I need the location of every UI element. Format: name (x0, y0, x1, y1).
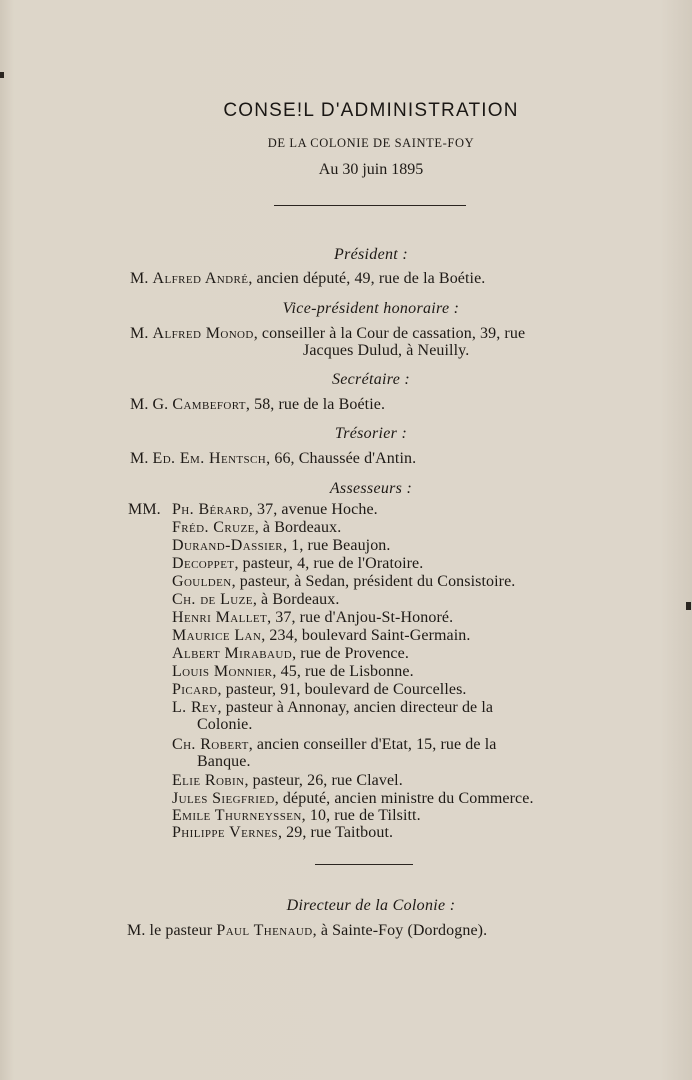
treasurer-entry (130, 450, 416, 468)
assessor-name: Ch. de Luze (172, 591, 253, 608)
assessor-name: Maurice Lan (172, 627, 262, 644)
assessor-entry (172, 591, 339, 609)
document-subtitle: DE LA COLONIE DE SAINTE-FOY (267, 136, 475, 150)
assessor-details: , pasteur, 91, boulevard de Courcelles. (217, 681, 467, 698)
assessor-name: Emile Thurneyssen (172, 807, 302, 824)
assessor-details: , pasteur, 4, rue de l'Oratoire. (234, 555, 424, 572)
assessor-details: , 37, avenue Hoche. (248, 501, 378, 518)
assessor-entry (172, 537, 391, 555)
treasurer-details: , 66, Chaussée d'Antin. (266, 450, 417, 467)
assessor-name: Ph. Bérard (172, 501, 249, 518)
assessor-entry (172, 573, 515, 591)
assessor-entry (172, 555, 423, 573)
director-heading: Directeur de la Colonie : (286, 897, 456, 914)
director-name: Paul Thenaud (216, 922, 313, 939)
secretary-entry (130, 396, 385, 414)
assessor-entry (172, 663, 414, 681)
assessor-name: Jules Siegfried (172, 790, 275, 807)
assessor-name: Fréd. Cruze (172, 519, 255, 536)
president-details: , ancien député, 49, rue de la Boétie. (248, 270, 486, 287)
assessor-details: , à Bordeaux. (252, 591, 340, 608)
assessor-details: , à Bordeaux. (254, 519, 342, 536)
assessor-name: Louis Monnier (172, 663, 273, 680)
assessor-entry (172, 645, 409, 663)
secretary-prefix: M. G. (130, 396, 173, 413)
assessor-entry (172, 501, 378, 519)
vice-president-continuation: Jacques Dulud, à Neuilly. (303, 342, 470, 359)
treasurer-name: Ed. Em. Hentsch (152, 450, 267, 467)
top-divider (274, 205, 466, 206)
treasurer-heading: Trésorier : (334, 425, 408, 442)
assessor-details: , 29, rue Taitbout. (277, 824, 394, 841)
assessor-name: Albert Mirabaud (172, 645, 293, 662)
director-details: , à Sainte-Foy (Dordogne). (312, 922, 488, 939)
assessor-name: Elie Robin (172, 772, 245, 789)
assessor-name: Henri Mallet (172, 609, 268, 626)
assessor-name: Durand-Dassier (172, 537, 284, 554)
document-date: Au 30 juin 1895 (318, 161, 424, 178)
assessor-details: , pasteur à Annonay, ancien directeur de la (217, 699, 494, 716)
assessors-heading: Assesseurs : (329, 480, 413, 497)
document-title: CONSE!L D'ADMINISTRATION (223, 100, 519, 121)
president-prefix: M. (130, 270, 153, 287)
assessor-name: Ch. Robert (172, 736, 249, 753)
assessor-entry (172, 772, 403, 790)
assessor-name: Decoppet (172, 555, 235, 572)
assessor-entry (172, 609, 453, 627)
assessor-details: , 37, rue d'Anjou-St-Honoré. (267, 609, 454, 626)
right-margin-mark (686, 602, 691, 610)
assessor-details: , député, ancien ministre du Commerce. (274, 790, 534, 807)
vice-president-heading: Vice-président honoraire : (282, 300, 460, 317)
director-entry (127, 922, 487, 940)
president-name: Alfred André (152, 270, 249, 287)
treasurer-prefix: M. (130, 450, 153, 467)
assessor-name: Goulden (172, 573, 232, 590)
vice-president-prefix: M. (130, 325, 153, 342)
assessor-name: Picard (172, 681, 218, 698)
bottom-divider (315, 864, 413, 865)
assessor-details: , pasteur, 26, rue Clavel. (244, 772, 403, 789)
assessor-details: , 10, rue de Tilsitt. (301, 807, 421, 824)
vice-president-entry (130, 325, 525, 343)
assessor-entry (172, 519, 341, 537)
vice-president-details: , conseiller à la Cour de cassation, 39, rue (253, 325, 526, 342)
assessor-entry (172, 807, 421, 825)
assessor-name: Philippe Vernes (172, 824, 278, 841)
left-margin-mark (0, 72, 4, 78)
assessor-details: , pasteur, à Sedan, président du Consistoire. (231, 573, 516, 590)
secretary-heading: Secrétaire : (331, 371, 411, 388)
assessor-details: , 45, rue de Lisbonne. (272, 663, 414, 680)
director-prefix: M. le pasteur (127, 922, 217, 939)
assessor-entry (172, 681, 467, 699)
secretary-name: Cambefort (172, 396, 246, 413)
assessor-details: , ancien conseiller d'Etat, 15, rue de la (248, 736, 497, 753)
president-heading: Président : (334, 246, 408, 263)
vice-president-name: Alfred Monod (152, 325, 254, 342)
assessor-continuation: Colonie. (197, 716, 253, 733)
secretary-details: , 58, rue de la Boétie. (245, 396, 386, 413)
assessor-continuation: Banque. (197, 753, 251, 770)
assessors-prefix: MM. (128, 501, 161, 518)
president-entry (130, 270, 485, 288)
assessor-details: , 234, boulevard Saint-Germain. (261, 627, 471, 644)
assessor-entry (172, 627, 471, 645)
assessor-entry (172, 824, 393, 842)
assessor-details: , 1, rue Beaujon. (283, 537, 391, 554)
assessor-details: , rue de Provence. (292, 645, 409, 662)
assessor-entry (172, 736, 496, 754)
assessor-entry (172, 790, 534, 808)
assessor-name: L. Rey (172, 699, 218, 716)
assessor-entry (172, 699, 493, 717)
